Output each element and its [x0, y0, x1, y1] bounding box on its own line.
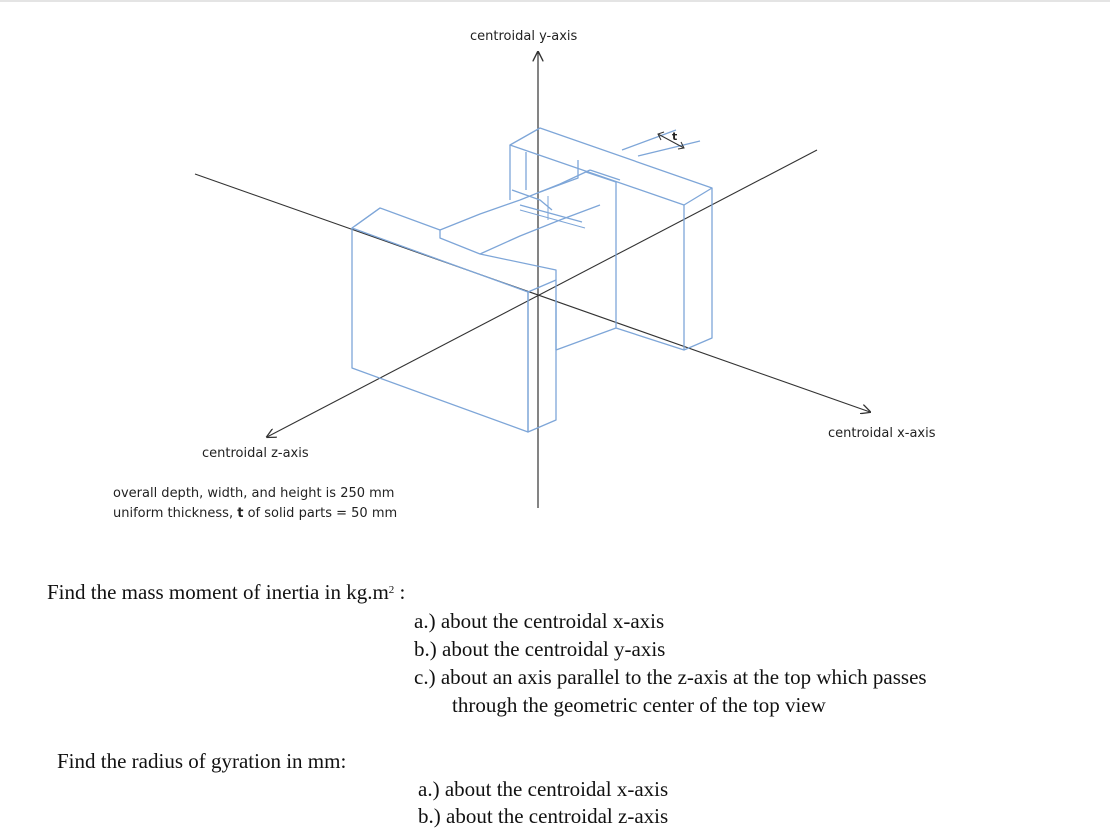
- question-2-item-b: b.) about the centroidal z-axis: [418, 804, 669, 828]
- z-axis-line: [267, 150, 817, 437]
- thickness-note: [113, 504, 397, 524]
- question-1-item-c-continuation: through the geometric center of the top view: [452, 693, 826, 717]
- x-axis-label: centroidal x-axis: [828, 426, 936, 441]
- question-1-suffix: :: [394, 580, 406, 604]
- y-axis-label: centroidal y-axis: [470, 29, 578, 44]
- question-1-item-c: c.) about an axis parallel to the z-axis at the top which passes: [414, 665, 927, 689]
- question-2-heading: Find the radius of gyration in mm:: [57, 749, 347, 773]
- thickness-symbol: t: [672, 130, 678, 143]
- dimension-note: overall depth, width, and height is 250 mm: [113, 486, 395, 501]
- x-axis-line: [195, 174, 870, 412]
- question-2-item-a: a.) about the centroidal x-axis: [418, 777, 669, 801]
- question-1-item-a: a.) about the centroidal x-axis: [414, 609, 665, 633]
- question-1-heading: [47, 578, 405, 606]
- thickness-note-suffix: of solid parts = 50 mm: [243, 506, 398, 521]
- z-axis-label: centroidal z-axis: [202, 446, 309, 461]
- thickness-note-symbol: t: [237, 506, 244, 521]
- question-1-superscript: 2: [388, 584, 395, 596]
- solid-object: [352, 128, 712, 432]
- thickness-note-prefix: uniform thickness,: [113, 506, 238, 521]
- question-1-item-b: b.) about the centroidal y-axis: [414, 637, 666, 661]
- question-1-text: Find the mass moment of inertia in kg.m: [47, 580, 389, 604]
